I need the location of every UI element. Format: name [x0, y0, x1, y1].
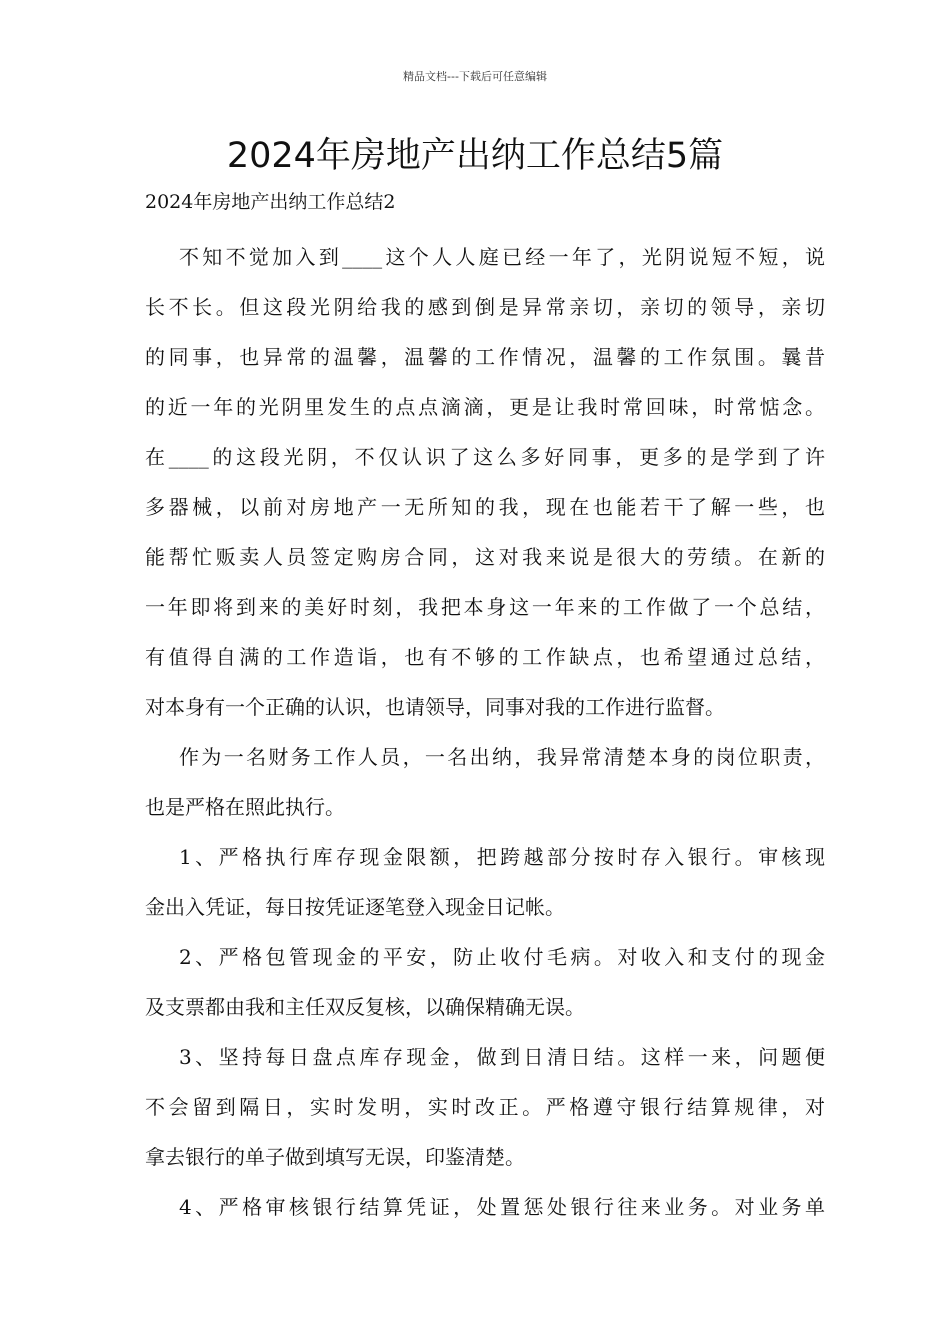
- text-line: 的近一年的光阴里发生的点点滴滴，更是让我时常回味，时常惦念。: [145, 395, 825, 419]
- text-line: 有值得自满的工作造诣，也有不够的工作缺点，也希望通过总结，: [145, 645, 825, 669]
- text-line: 对本身有一个正确的认识，也请领导，同事对我的工作进行监督。: [145, 695, 725, 719]
- text-line: 能帮忙贩卖人员签定购房合同，这对我来说是很大的劳绩。在新的: [145, 545, 825, 569]
- text-line: 作为一名财务工作人员，一名出纳，我异常清楚本身的岗位职责，: [179, 745, 825, 769]
- body-text: [145, 232, 825, 1232]
- text-line: 的同事，也异常的温馨，温馨的工作情况，温馨的工作氛围。曩昔: [145, 345, 825, 369]
- header-note: 精品文档---下载后可任意编辑: [403, 70, 547, 83]
- text-line: 一年即将到来的美好时刻，我把本身这一年来的工作做了一个总结，: [145, 595, 825, 619]
- text-line: 也是严格在照此执行。: [145, 795, 345, 819]
- text-line: 3、坚持每日盘点库存现金，做到日清日结。这样一来，问题便: [179, 1045, 825, 1069]
- text-line: 拿去银行的单子做到填写无误，印鉴清楚。: [145, 1145, 525, 1169]
- text-line: 及支票都由我和主任双反复核，以确保精确无误。: [145, 995, 585, 1019]
- text-line: 不会留到隔日，实时发明，实时改正。严格遵守银行结算规律，对: [145, 1095, 825, 1119]
- text-line: 4、严格审核银行结算凭证，处置惩处银行往来业务。对业务单: [179, 1195, 825, 1219]
- document-subtitle: 2024年房地产出纳工作总结2: [145, 191, 396, 213]
- text-line: 1、严格执行库存现金限额，把跨越部分按时存入银行。审核现: [179, 845, 825, 869]
- document-title: 2024年房地产出纳工作总结5篇: [226, 136, 724, 176]
- text-line: 金出入凭证，每日按凭证逐笔登入现金日记帐。: [145, 895, 565, 919]
- text-line: 不知不觉加入到____这个人人庭已经一年了，光阴说短不短，说: [179, 245, 825, 269]
- text-line: 在____的这段光阴，不仅认识了这么多好同事，更多的是学到了许: [145, 445, 825, 469]
- text-line: 2、严格包管现金的平安，防止收付毛病。对收入和支付的现金: [179, 945, 825, 969]
- text-line: 多器械，以前对房地产一无所知的我，现在也能若干了解一些，也: [145, 495, 825, 519]
- text-line: 长不长。但这段光阴给我的感到倒是异常亲切，亲切的领导，亲切: [145, 295, 825, 319]
